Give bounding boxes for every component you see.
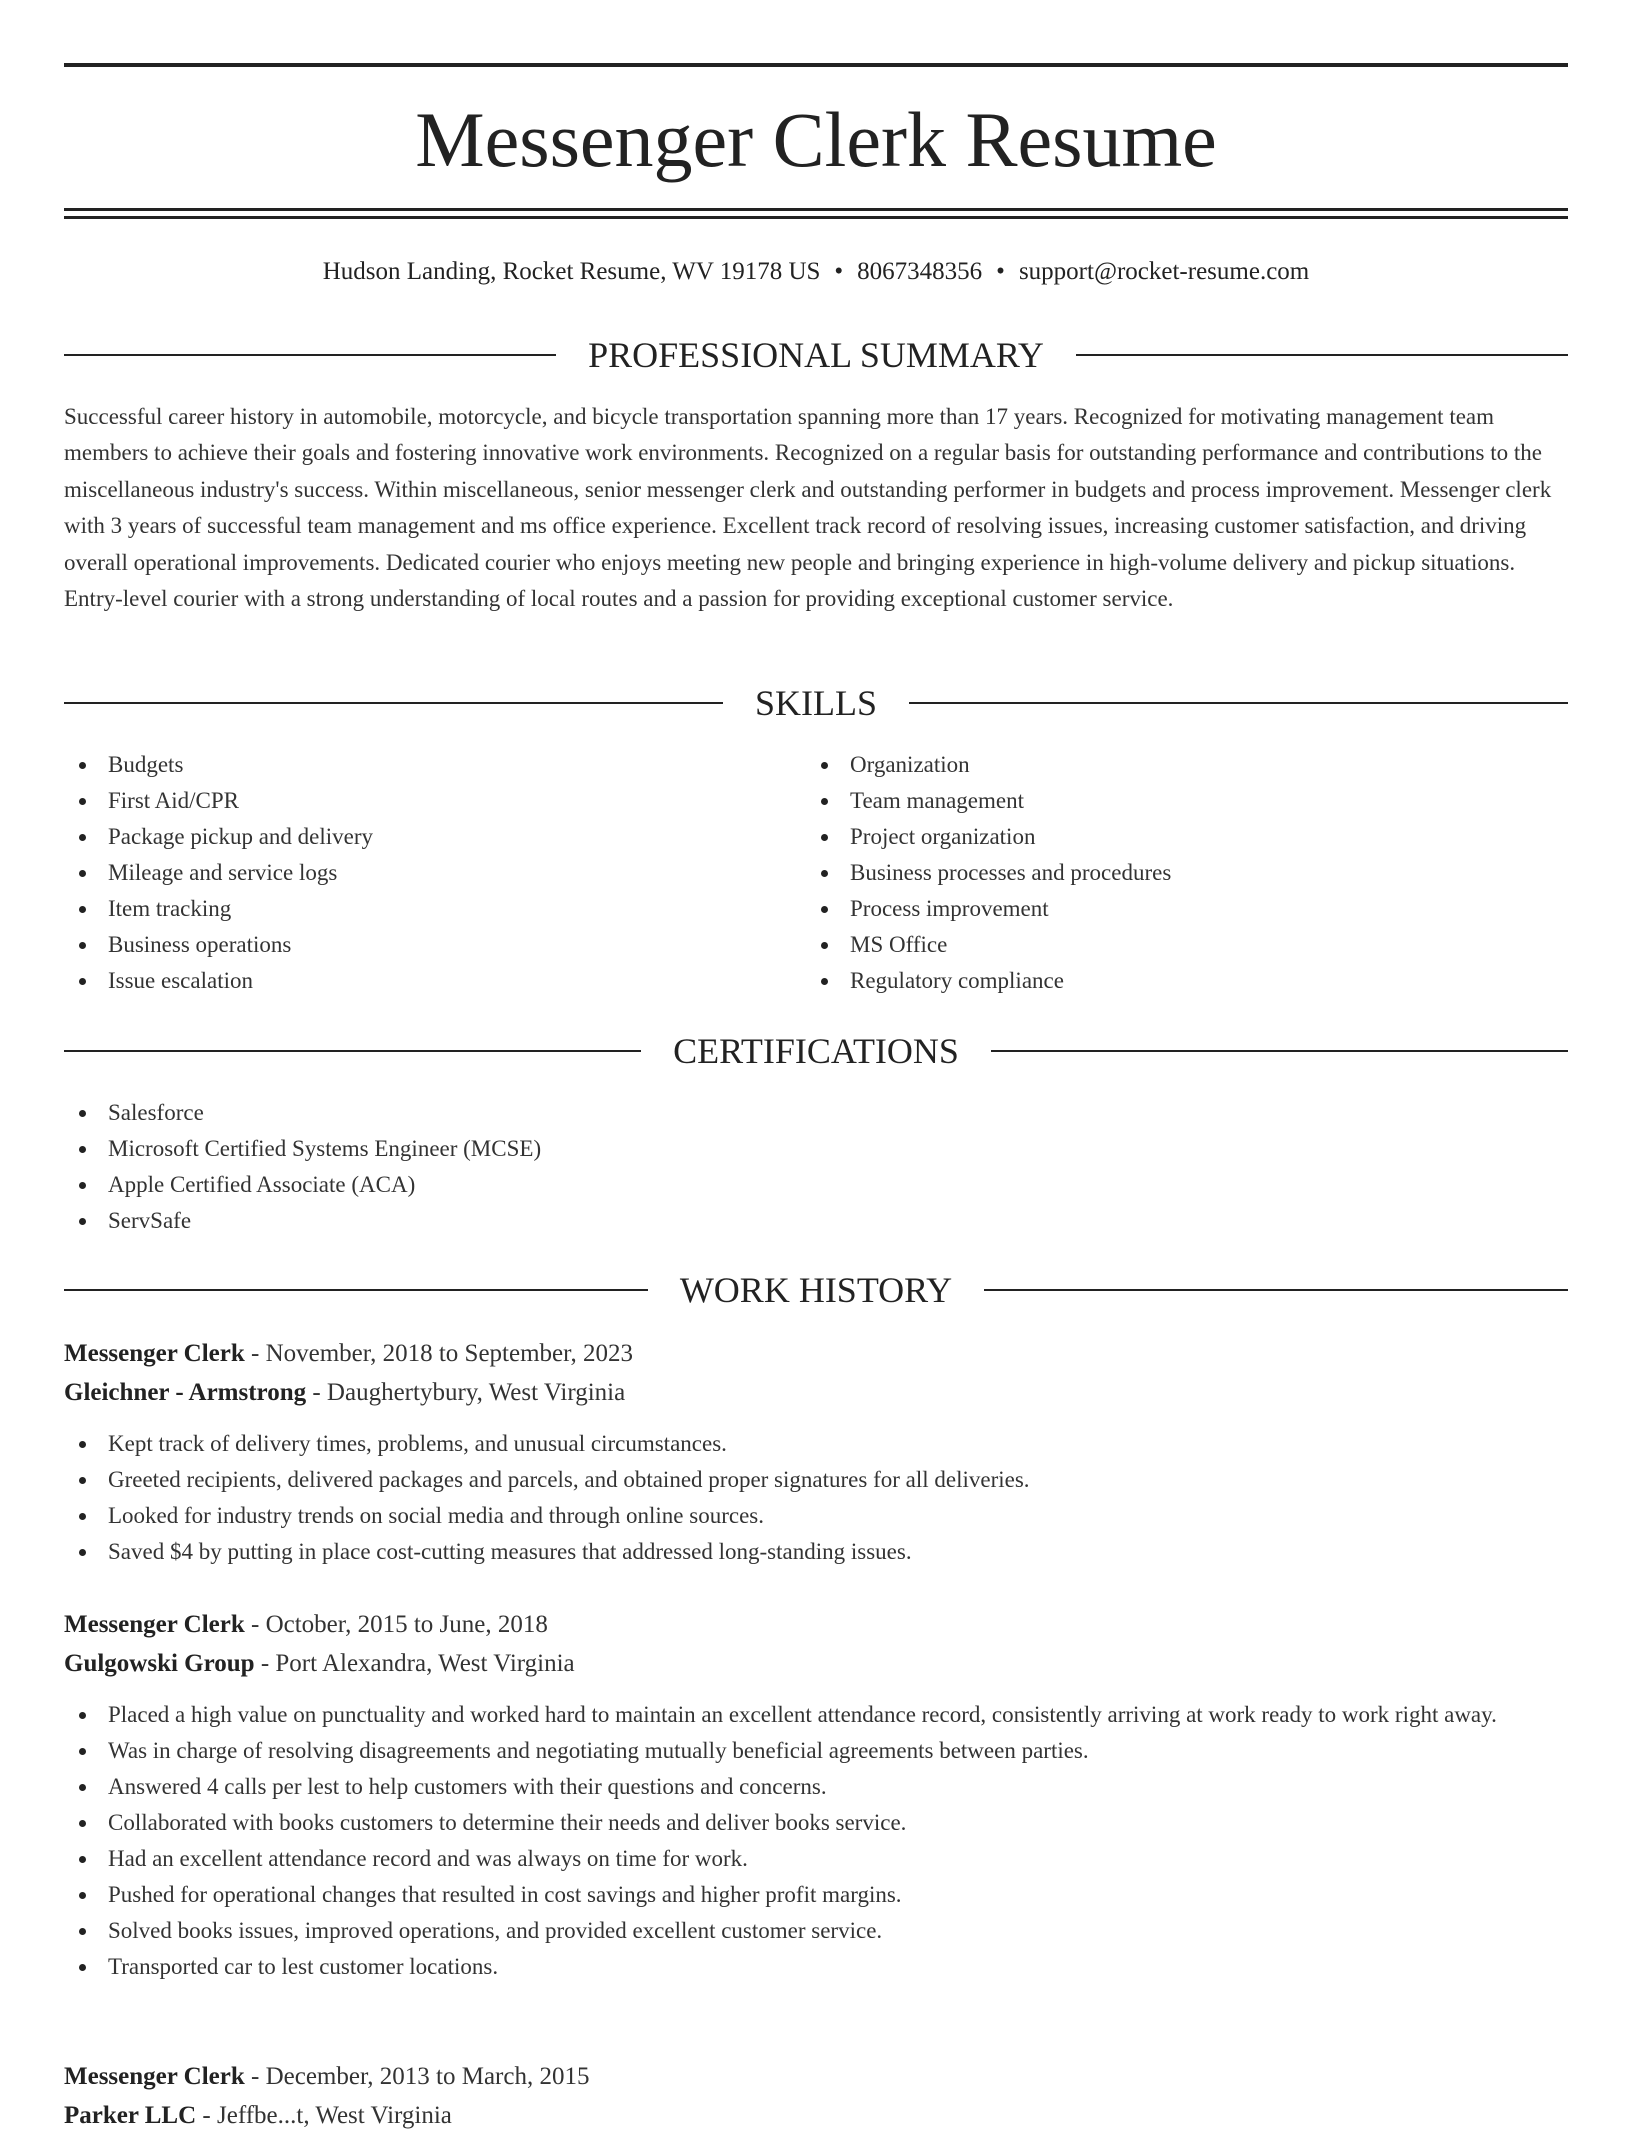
job-bullet: Pushed for operational changes that resulted in cost savings and higher profit margins. [64,1877,1568,1913]
top-rule [64,63,1568,67]
heading-rule-left [64,1050,641,1052]
job-company-line [64,2096,1568,2135]
job-entry [64,1334,1568,1570]
skill-item: Business operations [64,927,804,963]
summary-heading [64,332,1568,378]
job-dates: - December, 2013 to March, 2015 [244,2063,590,2090]
job-dates: - November, 2018 to September, 2023 [244,1340,633,1367]
contact-separator: • [996,258,1005,285]
skill-item: Package pickup and delivery [64,819,804,855]
job-bullet: Greeted recipients, delivered packages and parcels, and obtained proper signatures for all deliveries. [64,1462,1568,1498]
job-bullets [64,1426,1568,1570]
job-bullet: Solved books issues, improved operations, and provided excellent customer service. [64,1913,1568,1949]
heading-rule-right [1076,354,1568,356]
skill-item: Item tracking [64,891,804,927]
certifications-heading [64,1028,1568,1074]
work-history-heading [64,1267,1568,1313]
job-bullet: Saved $4 by putting in place cost-cutting measures that addressed long-standing issues. [64,1534,1568,1570]
job-company: Gulgowski Group [64,1650,255,1677]
certification-item: ServSafe [64,1203,1568,1239]
skills-heading [64,680,1568,726]
summary-heading-label: PROFESSIONAL SUMMARY [588,335,1044,375]
job-bullet: Transported car to lest customer locations. [64,1949,1568,1985]
job-entry [64,2057,1568,2135]
skill-item: Budgets [64,747,804,783]
summary-text: Successful career history in automobile, motorcycle, and bicycle transportation spanning more than 17 years. Recognized for motivating management team members to achieve their goals and fostering innovative work environments. Recognized on a regular basis for outstanding performance and contributions to the miscellaneous industry's success. Within miscellaneous, senior messenger clerk and outstanding performer in budgets and process improvement. Messenger clerk with 3 years of successful team management and ms office experience. Excellent track record of resolving issues, increasing customer satisfaction, and driving overall operational improvements. Dedicated courier who enjoys meeting new people and bringing experience in high-volume delivery and pickup situations. Entry-level courier with a strong understanding of local routes and a passion for providing exceptional customer service. [64,404,1552,612]
job-bullet: Answered 4 calls per lest to help customers with their questions and concerns. [64,1769,1568,1805]
job-bullets [64,1697,1568,1985]
job-company: Parker LLC [64,2102,197,2129]
skill-item: Team management [806,783,1546,819]
resume-title: Messenger Clerk Resume [415,96,1217,183]
contact-phone: 8067348356 [857,258,983,285]
contact-line [64,254,1568,290]
job-title: Messenger Clerk [64,1340,245,1367]
job-location: - Port Alexandra, West Virginia [254,1650,575,1677]
job-bullet: Was in charge of resolving disagreements and negotiating mutually beneficial agreements between parties. [64,1733,1568,1769]
job-role-line [64,1334,1568,1373]
job-bullet: Had an excellent attendance record and was always on time for work. [64,1841,1568,1877]
skills-list-right [806,747,1546,999]
job-location: - Daughertybury, West Virginia [306,1379,626,1406]
contact-separator: • [834,258,844,285]
skill-item: First Aid/CPR [64,783,804,819]
skill-item: MS Office [806,927,1546,963]
skills-list-left [64,747,804,999]
heading-rule-right [909,702,1568,704]
heading-rule-left [64,1289,648,1291]
heading-rule-right [991,1050,1568,1052]
job-company-line [64,1373,1568,1412]
job-bullet: Placed a high value on punctuality and worked hard to maintain an excellent attendance record, consistently arriving at work ready to work right away. [64,1697,1568,1733]
skill-item: Process improvement [806,891,1546,927]
skills-heading-label: SKILLS [755,683,878,723]
contact-email: support@rocket-resume.com [1018,258,1310,285]
job-role-line [64,1605,1568,1644]
work-history-heading-label: WORK HISTORY [679,1270,953,1310]
heading-rule-right [984,1289,1568,1291]
heading-rule-left [64,702,723,704]
skill-item: Regulatory compliance [806,963,1546,999]
heading-rule-left [64,354,556,356]
title-rule-lower [64,216,1568,219]
job-title: Messenger Clerk [64,2063,245,2090]
job-location: - Jeffbe...t, West Virginia [196,2102,452,2129]
skill-item: Project organization [806,819,1546,855]
job-company: Gleichner - Armstrong [64,1379,307,1406]
job-title: Messenger Clerk [64,1611,245,1638]
contact-address: Hudson Landing, Rocket Resume, WV 19178 US [322,258,821,285]
title-rule-upper [64,208,1568,211]
skill-item: Business processes and procedures [806,855,1546,891]
job-bullet: Looked for industry trends on social media and through online sources. [64,1498,1568,1534]
job-role-line [64,2057,1568,2096]
skill-item: Mileage and service logs [64,855,804,891]
skill-item: Organization [806,747,1546,783]
job-company-line [64,1644,1568,1683]
certification-item: Apple Certified Associate (ACA) [64,1167,1568,1203]
job-bullet: Collaborated with books customers to determine their needs and deliver books service. [64,1805,1568,1841]
certifications-heading-label: CERTIFICATIONS [673,1031,959,1071]
skill-item: Issue escalation [64,963,804,999]
certifications-list [64,1095,1568,1239]
job-dates: - October, 2015 to June, 2018 [244,1611,548,1638]
certification-item: Salesforce [64,1095,1568,1131]
certification-item: Microsoft Certified Systems Engineer (MCSE) [64,1131,1568,1167]
job-entry [64,1605,1568,1985]
job-bullet: Kept track of delivery times, problems, and unusual circumstances. [64,1426,1568,1462]
